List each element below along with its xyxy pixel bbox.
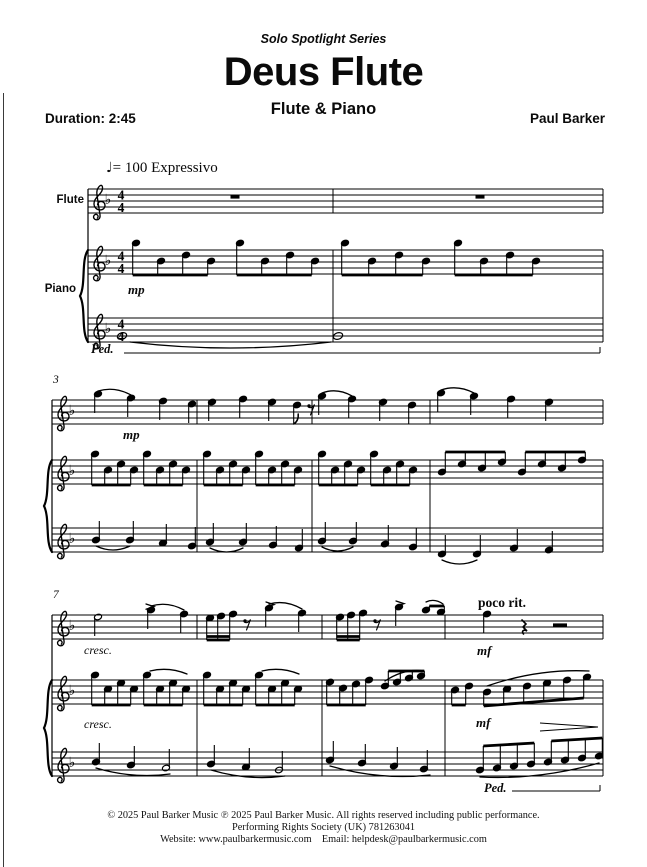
svg-text:4: 4 — [117, 248, 125, 264]
dynamic-mp-flute: mp — [123, 427, 140, 442]
measure-number-7: 7 — [53, 589, 59, 601]
svg-text:♭: ♭ — [68, 618, 76, 634]
prs-line: Performing Rights Society (UK) 781263041 — [231, 822, 416, 833]
dynamic-mp-piano: mp — [128, 282, 145, 297]
contact-line: Website: www.paulbarkermusic.com Email: helpdesk@paulbarkermusic.com — [160, 834, 487, 845]
instrumentation-subtitle: Flute & Piano — [270, 100, 377, 118]
svg-text:4: 4 — [117, 329, 125, 344]
svg-text:♭: ♭ — [68, 403, 76, 419]
quarter-note-icon: ♩ — [106, 160, 113, 176]
svg-text:♭: ♭ — [68, 755, 76, 771]
svg-text:4: 4 — [117, 200, 125, 215]
copyright-line: © 2025 Paul Barker Music ℗ 2025 Paul Barker Music. All rights reserved including public performance. — [107, 810, 540, 821]
svg-text:♭: ♭ — [68, 463, 76, 479]
cresc-flute: cresc. — [84, 643, 112, 657]
pedal-mark-2: Ped. — [484, 781, 507, 795]
page-title: Deus Flute — [223, 50, 424, 94]
svg-text:♭: ♭ — [68, 531, 76, 547]
svg-text:♭: ♭ — [104, 253, 112, 269]
measure-number-3: 3 — [53, 374, 59, 386]
composer-name: Paul Barker — [529, 111, 605, 126]
svg-text:♭: ♭ — [68, 683, 76, 699]
svg-text:4: 4 — [117, 187, 125, 203]
piano-staff-label: Piano — [44, 283, 76, 295]
svg-text:4: 4 — [117, 316, 125, 332]
tempo-text: = 100 Expressivo — [112, 160, 218, 176]
svg-text:4: 4 — [117, 261, 125, 276]
poco-rit-marking: poco rit. — [478, 595, 526, 610]
duration-label: Duration: 2:45 — [45, 111, 136, 126]
pedal-mark-1: Ped. — [91, 342, 114, 356]
flute-staff-label: Flute — [56, 194, 84, 206]
series-title: Solo Spotlight Series — [260, 32, 387, 46]
dynamic-mf-flute: mf — [477, 643, 492, 658]
svg-text:♭: ♭ — [104, 321, 112, 337]
dynamic-mf-piano: mf — [476, 715, 491, 730]
svg-text:♭: ♭ — [104, 192, 112, 208]
cresc-piano: cresc. — [84, 717, 112, 731]
